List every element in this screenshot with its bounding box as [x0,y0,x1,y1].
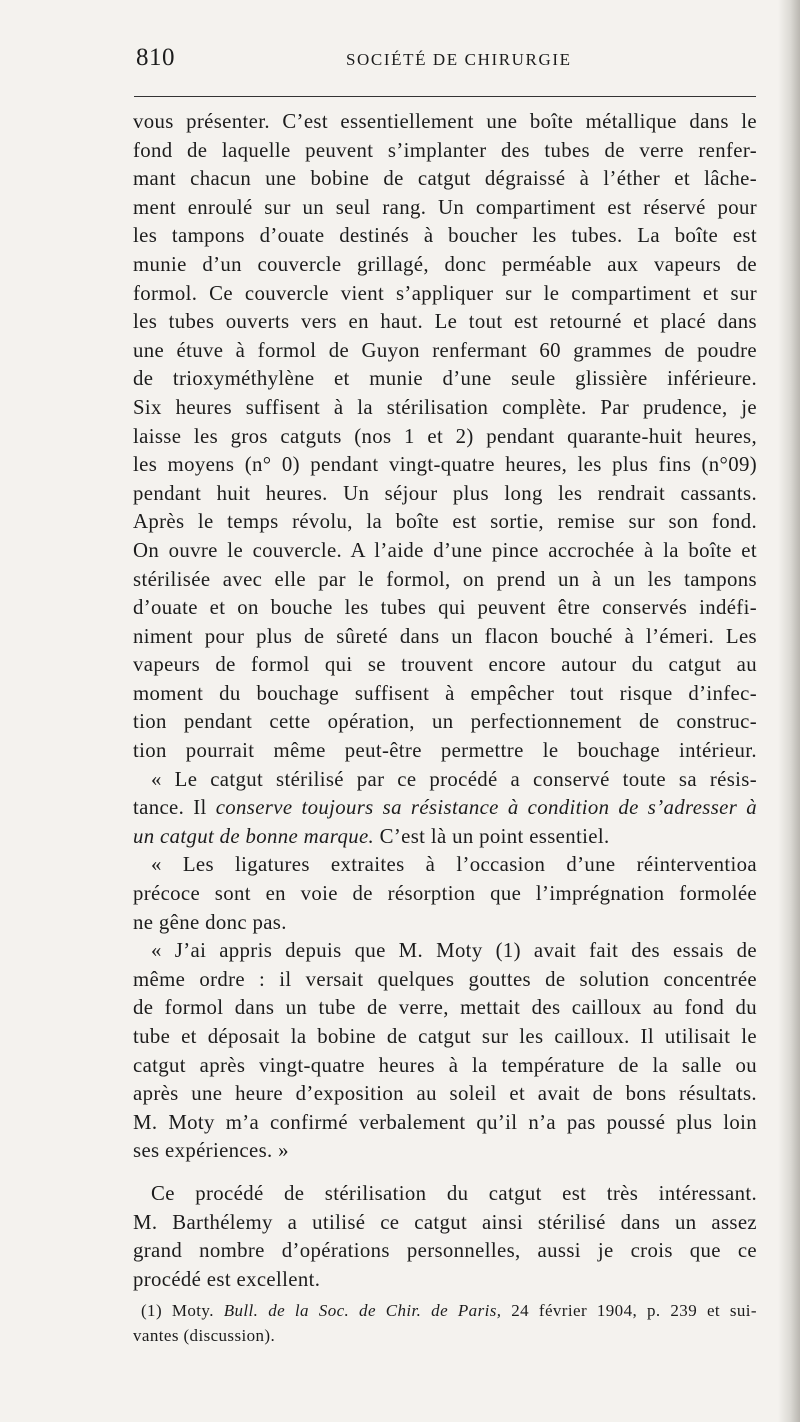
running-title: SOCIÉTÉ DE CHIRURGIE [346,50,572,69]
text-line: moment du bouchage suffisent à empêcher tout risque d’infec- [133,681,757,705]
footnote-line: vantes (discussion). [133,1326,276,1345]
text-line: de formol dans un tube de verre, mettait des cailloux au fond du [133,996,757,1020]
text-line: tion pourrait même peut-être permettre le bouchage intérieur. [133,739,757,763]
text-line: après une heure d’exposition au soleil et avait de bons résultats. [133,1082,757,1106]
text-line: les tubes ouverts vers en haut. Le tout est retourné et placé dans [133,310,757,334]
italic-text: conserve toujours sa résistance à condition de s’adresser à [215,796,757,820]
header-rule [134,96,756,97]
text-line: de trioxyméthylène et munie d’une seule glissière inférieure. [133,367,757,391]
paragraph-2 [133,766,757,852]
text-line: Six heures suffisent à la stérilisation complète. Par prudence, je [133,395,757,419]
text-line: Ce procédé de stérilisation du catgut est très intéressant. [151,1181,757,1205]
footnote-citation: 24 février 1904, p. 239 et sui- [501,1301,757,1320]
text-line [133,823,757,852]
paragraph-5 [133,1180,757,1294]
text-line: stérilisée avec elle par le formol, on prend un à un les tampons [133,567,757,591]
text-line: « Le catgut stérilisé par ce procédé a conservé toute sa résis- [151,767,757,791]
text-line: « J’ai appris depuis que M. Moty (1) avait fait des essais de [151,939,757,963]
paragraph-1 [133,108,757,766]
text-line: fond de laquelle peuvent s’implanter des tubes de verre renfer- [133,138,757,162]
paragraph-gap [133,1166,757,1180]
text-line: catgut après vingt-quatre heures à la température de la salle ou [133,1053,757,1077]
text-line: M. Barthélemy a utilisé ce catgut ainsi stérilisé dans un assez [133,1210,757,1234]
text-line: grand nombre d’opérations personnelles, aussi je crois que ce [133,1239,757,1263]
body-text [133,108,757,1294]
page-edge-shadow [778,0,800,1422]
text-line: procédé est excellent. [133,1267,321,1291]
text-line: les tampons d’ouate destinés à boucher les tubes. La boîte est [133,224,757,248]
text-line: même ordre : il versait quelques gouttes de solution concentrée [133,967,757,991]
text-line: formol. Ce couvercle vient s’appliquer sur le compartiment et sur [133,281,757,305]
text-line: M. Moty m’a confirmé verbalement qu’il n’a pas poussé plus loin [133,1110,757,1134]
footnote-marker: (1) Moty. [141,1301,224,1320]
text-line: niment pour plus de sûreté dans un flacon bouché à l’émeri. Les [133,624,757,648]
footnote-line [133,1298,757,1323]
text-line: munie d’un couvercle grillagé, donc perméable aux vapeurs de [133,252,757,276]
text-line: « Les ligatures extraites à l’occasion d’une réinterventioa [151,853,757,877]
text-line: Après le temps révolu, la boîte est sortie, remise sur son fond. [133,510,757,534]
text-run: tance. Il [133,796,216,820]
footnote-source: Bull. de la Soc. de Chir. de Paris, [223,1301,502,1320]
text-line: une étuve à formol de Guyon renfermant 60 grammes de poudre [133,338,757,362]
text-line: vous présenter. C’est essentiellement une boîte métallique dans le [133,110,757,133]
page-number: 810 [136,44,175,71]
text-line: vapeurs de formol qui se trouvent encore autour du catgut au [133,653,757,677]
text-line: précoce sont en voie de résorption que l’imprégnation formolée [133,882,757,906]
page-header [136,44,756,84]
text-line: d’ouate et on bouche les tubes qui peuvent être conservés indéfi- [133,596,757,620]
paragraph-3 [133,851,757,937]
text-line [133,794,757,823]
text-line: ment enroulé sur un seul rang. Un compartiment est réservé pour [133,195,757,219]
text-line: laisse les gros catguts (nos 1 et 2) pendant quarante-huit heures, [133,424,757,448]
text-line: les moyens (n° 0) pendant vingt-quatre heures, les plus fins (n°09) [133,453,757,477]
italic-text: un catgut de bonne marque. [133,824,375,848]
text-run: C’est là un point essentiel. [374,824,610,848]
footnote [133,1298,757,1348]
paragraph-4 [133,937,757,1166]
text-line: tion pendant cette opération, un perfectionnement de construc- [133,710,757,734]
text-line: pendant huit heures. Un séjour plus long les rendrait cassants. [133,481,757,505]
text-line: tube et déposait la bobine de catgut sur les cailloux. Il utilisait le [133,1025,757,1048]
text-line: ses expériences. » [133,1139,289,1163]
text-line: On ouvre le couvercle. A l’aide d’une pince accrochée à la boîte et [133,538,757,562]
text-line: mant chacun une bobine de catgut dégraissé à l’éther et lâche- [133,167,757,191]
text-line: ne gêne donc pas. [133,910,287,934]
